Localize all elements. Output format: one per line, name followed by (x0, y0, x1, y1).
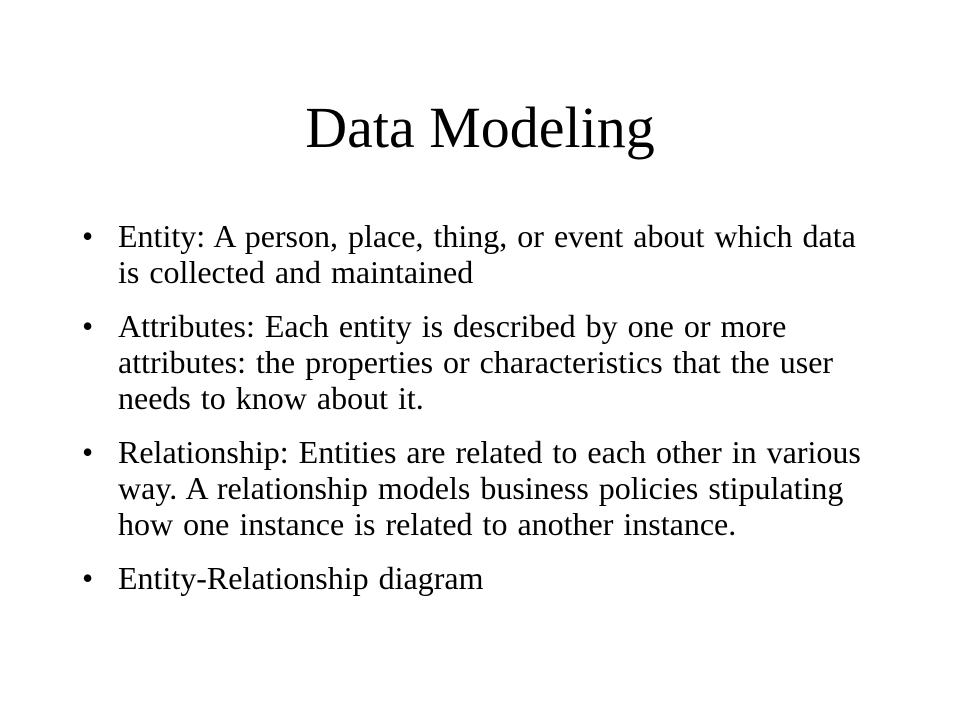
bullet-icon: • (82, 560, 94, 596)
bullet-text: Entity-Relationship diagram (118, 560, 484, 596)
bullet-item-er-diagram (82, 560, 882, 596)
bullet-item-relationship (82, 434, 882, 542)
bullet-text: Attributes: Each entity is described by one or more attributes: the properties or characteristics that the user needs to know about it. (118, 308, 834, 416)
bullet-text: Relationship: Entities are related to each other in various way. A relationship models business policies stipulating how one instance is related to another instance. (118, 434, 861, 542)
slide-title: Data Modeling (305, 95, 655, 160)
bullet-icon: • (82, 218, 94, 254)
bullet-icon: • (82, 308, 94, 344)
bullet-text: Entity: A person, place, thing, or event about which data is collected and maintained (118, 218, 856, 290)
bullet-icon: • (82, 434, 94, 470)
bullet-item-attributes (82, 308, 882, 416)
bullet-item-entity (82, 218, 882, 290)
bullet-list (82, 218, 882, 614)
